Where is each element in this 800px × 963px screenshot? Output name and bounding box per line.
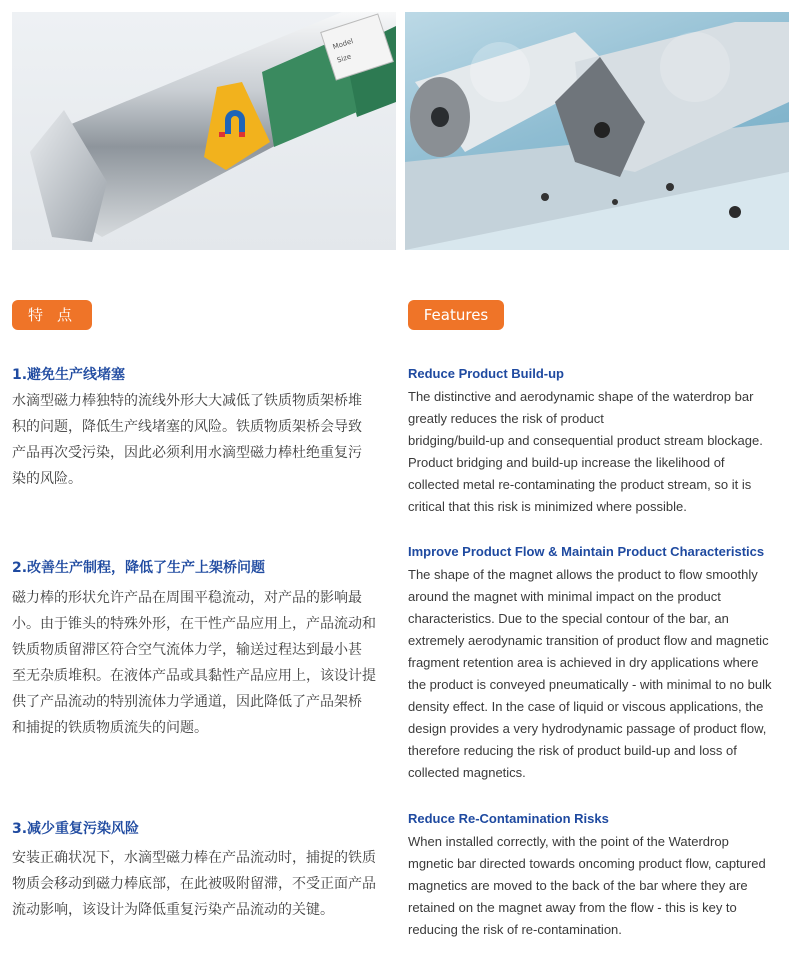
cn-line: 积的问题，降低生产线堵塞的风险。铁质物质架桥会导致 [12,419,362,435]
cn-line: 和捕捉的铁质物质流失的问题。 [12,720,208,736]
cn-heading-3: 3.减少重复污染风险 [12,821,140,837]
en-paragraph-2 [408,564,792,784]
cn-line: 安装正确状况下，水滴型磁力棒在产品流动时，捕捉的铁质 [12,850,376,866]
en-line: fragment retention area is achieved in dry applications where [408,655,759,670]
cn-line: 物质会移动到磁力棒底部，在此被吸附留滞，不受正面产品 [12,876,376,892]
en-line: The distinctive and aerodynamic shape of the waterdrop bar [408,389,754,404]
en-line: bridging/build-up and consequential product stream blockage. [408,433,763,448]
en-line: characteristics. Due to the special contour of the bar, an [408,611,729,626]
features-tag-english: Features [408,300,504,330]
en-heading-1: Reduce Product Build-up [408,366,564,381]
en-heading-2: Improve Product Flow & Maintain Product Characteristics [408,544,765,559]
features-tag-chinese: 特点 [12,300,92,330]
cn-line: 流动影响，该设计为降低重复污染产品流动的关键。 [12,902,334,918]
en-line: extremely aerodynamic transition of product flow and magnetic [408,633,769,648]
en-line: around the magnet with minimal impact on the product [408,589,721,604]
en-paragraph-1 [408,386,792,518]
cn-line: 铁质物质留滞区符合空气流体力学，输送过程达到最小甚 [12,642,362,658]
cn-line: 产品再次受污染，因此必须利用水滴型磁力棒杜绝重复污 [12,445,362,461]
en-line: The shape of the magnet allows the product to flow smoothly [408,567,758,582]
en-line: design provides a very hydrodynamic passage of product flow, [408,721,767,736]
cn-heading-1: 1.避免生产线堵塞 [12,367,126,383]
cn-line: 至无杂质堆积。在液体产品或具黏性产品应用上，该设计提 [12,668,376,684]
en-line: therefore reducing the risk of product build-up and loss of [408,743,737,758]
magnetic-bars-illustration [405,12,789,250]
en-line: collected magnetics. [408,765,526,780]
en-heading-3: Reduce Re-Contamination Risks [408,811,609,826]
magnetic-bar-photo [12,12,396,250]
cn-heading-2: 2.改善生产制程，降低了生产上架桥问题 [12,560,266,576]
en-line: When installed correctly, with the point of the Waterdrop [408,834,729,849]
cn-line: 染的风险。 [12,471,82,487]
cn-line: 小。由于锥头的特殊外形，在干性产品应用上，产品流动和 [12,616,376,632]
en-line: density effect. In the case of liquid or viscous applications, the [408,699,764,714]
en-line: the product is conveyed pneumatically - with minimal to no bulk [408,677,772,692]
en-line: greatly reduces the risk of product [408,411,604,426]
cn-line: 磁力棒的形状允许产品在周围平稳流动，对产品的影响最 [12,590,362,606]
en-paragraph-3 [408,831,792,941]
cn-line: 水滴型磁力棒独特的流线外形大大减低了铁质物质架桥堆 [12,393,362,409]
en-line: reducing the risk of re-contamination. [408,922,622,937]
magnetic-bar-illustration [12,12,396,250]
en-line: mgnetic bar directed towards oncoming product flow, captured [408,856,766,871]
en-line: collected metal re-contaminating the product stream, so it is [408,477,752,492]
label-line-model: Model [331,37,355,52]
cn-paragraph-2 [12,585,390,741]
magnetic-bars-in-use-photo [405,12,789,250]
en-line: critical that this risk is minimized where possible. [408,499,687,514]
label-line-size: Size [336,52,353,65]
cn-line: 供了产品流动的特别流体力学通道，因此降低了产品架桥 [12,694,362,710]
cn-paragraph-1 [12,388,390,492]
en-line: magnetics are moved to the back of the bar where they are [408,878,748,893]
cn-paragraph-3 [12,845,390,923]
en-line: retained on the magnet away from the flow - this is key to [408,900,737,915]
en-line: Product bridging and build-up increase the likelihood of [408,455,725,470]
